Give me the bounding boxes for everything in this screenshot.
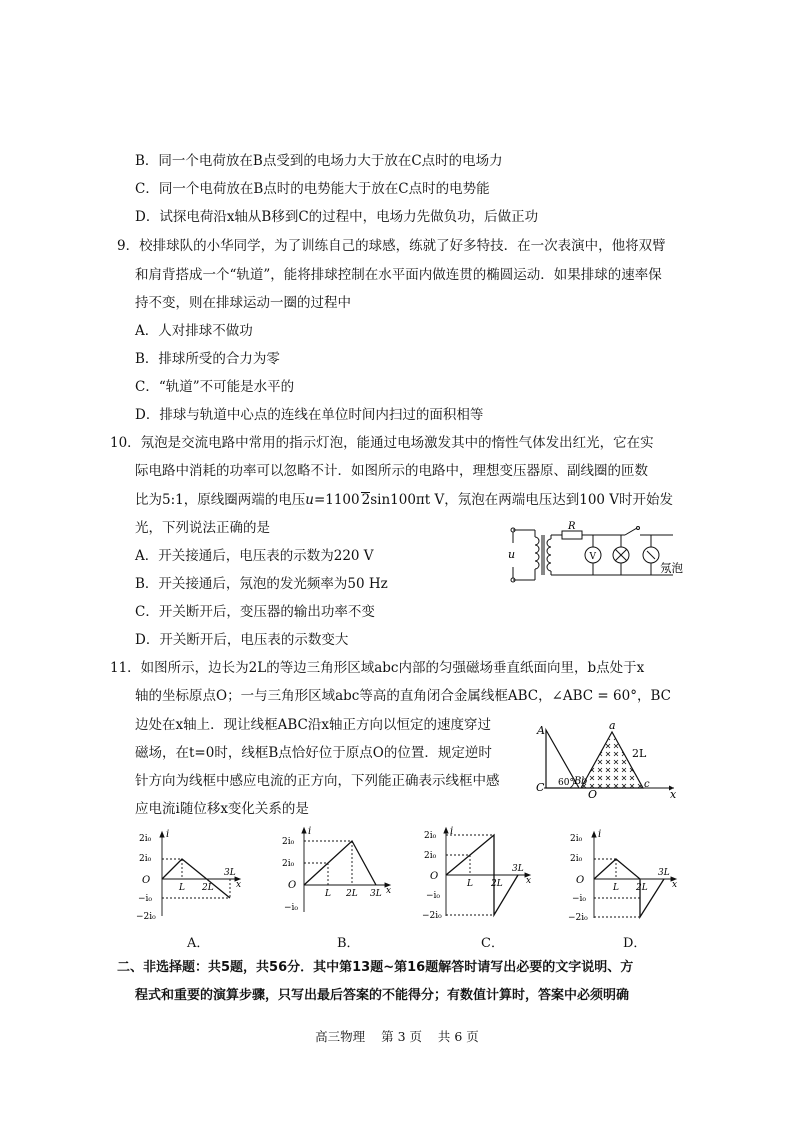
- primary-coil: [535, 537, 539, 569]
- switch: [625, 528, 637, 535]
- graph-b-L: L: [325, 889, 331, 899]
- graph-option-b-label: B．: [337, 936, 360, 951]
- graph-a-i0: 2i₀: [139, 854, 152, 864]
- label-2L: 2L: [632, 747, 647, 760]
- q10-option-c: C．开关断开后，变压器的输出功率不变: [135, 604, 375, 620]
- footer-page: 第 3 页: [381, 1029, 422, 1044]
- label-c: c: [644, 779, 650, 790]
- graph-option-a-label: A．: [187, 936, 210, 951]
- q10-stem-line1: 10．氖泡是交流电路中常用的指示灯泡，能通过电场激发其中的惰性气体发出红光，它在实: [110, 435, 654, 451]
- q9-stem-line1: 9．校排球队的小华同学，为了训练自己的球感，练就了好多特技．在一次表演中，他将双臂: [117, 238, 666, 254]
- label-b: b: [581, 776, 588, 787]
- graph-b-x-label: x: [386, 886, 392, 896]
- label-A: A: [537, 724, 545, 737]
- graph-a-i-label: i: [166, 829, 170, 840]
- q10-circuit-diagram: [505, 521, 690, 585]
- graph-a-3L: 3L: [224, 868, 236, 878]
- formula-sqrt: 2: [361, 492, 371, 508]
- circuit-label-u: u: [508, 548, 516, 561]
- label-B: B: [574, 776, 582, 787]
- graph-b-2L: 2L: [346, 889, 358, 899]
- label-a: a: [609, 719, 616, 732]
- graph-c-origin: O: [430, 871, 439, 882]
- formula-rest: sin100πt V，氖泡在两端电压达到100 V时开始发: [370, 492, 674, 508]
- q11-stem-line5: 针方向为线框中感应电流的正方向，下列能正确表示线框中感: [135, 773, 500, 789]
- graph-d-neg-2i0: −2i₀: [568, 913, 588, 923]
- graph-option-d: [568, 828, 680, 922]
- q11-stem-line4: 磁场，在t=0时，线框B点恰好位于原点O的位置．规定逆时: [135, 745, 492, 761]
- label-O: O: [588, 788, 598, 801]
- graph-a-x-label: x: [236, 880, 242, 890]
- label-angle: 60°: [558, 778, 574, 788]
- q10-stem-line2: 际电路中消耗的功率可以忽略不计．如图所示的电路中，理想变压器原、副线圈的匝数: [135, 463, 648, 479]
- graph-b-2i0: 2i₀: [282, 837, 295, 847]
- q10-option-b: B．开关接通后，氖泡的发光频率为50 Hz: [135, 576, 388, 592]
- graph-d-origin: O: [576, 875, 585, 886]
- section2-line2: 程式和重要的演算步骤，只写出最后答案的不能得分；有数值计算时，答案中必须明确: [135, 988, 630, 1003]
- graph-c-neg-i0: −i₀: [426, 891, 441, 901]
- label-x: x: [670, 788, 677, 801]
- q11-stem-line2: 轴的坐标原点O；一与三角形区域abc等高的直角闭合金属线框ABC，∠ABC = 60°，BC: [135, 688, 671, 704]
- q10-stem-line3-text: 比为5:1，原线圈两端的电压: [135, 492, 306, 508]
- q10-option-d: D．开关断开后，电压表的示数变大: [135, 632, 349, 648]
- graph-d-i0: 2i₀: [570, 854, 583, 864]
- graph-option-a: [138, 828, 246, 920]
- graph-d-2L: 2L: [636, 883, 648, 893]
- graph-d-x-label: x: [672, 880, 678, 890]
- formula-eq: =1100: [313, 492, 360, 508]
- footer-total: 共 6 页: [437, 1029, 479, 1044]
- graph-c-L: L: [467, 879, 473, 889]
- graph-d-3L: 3L: [658, 868, 670, 878]
- graph-option-c: [424, 824, 536, 920]
- q11-stem-line1: 11．如图所示，边长为2L的等边三角形区域abc内部的匀强磁场垂直纸面向里，b点处于x: [110, 660, 645, 676]
- circuit-label-neon: 氖泡: [660, 561, 683, 575]
- q10-stem-line3: [135, 491, 673, 509]
- graph-b-i0: 2i₀: [282, 859, 295, 869]
- q10-stem-line4: 光，下列说法正确的是: [135, 520, 270, 536]
- graph-option-c-label: C．: [481, 936, 504, 951]
- graph-b-neg-i0: −i₀: [284, 903, 299, 913]
- graph-a-2L: 2L: [202, 883, 214, 893]
- graph-option-b: [282, 824, 396, 916]
- circuit-label-r: R: [568, 521, 576, 532]
- graph-option-d-label: D．: [623, 936, 647, 951]
- magnetic-field-triangle: [581, 732, 643, 788]
- graph-a-neg-2i0: −2i₀: [136, 912, 156, 922]
- graph-a-neg-i0: −i₀: [138, 894, 153, 904]
- q9-stem-line3: 持不变，则在排球运动一圈的过程中: [135, 295, 351, 311]
- resistor: [562, 531, 582, 539]
- q9-stem-line2: 和肩背搭成一个“轨道”，能将排球控制在水平面内做连贯的椭圆运动．如果排球的速率保: [135, 267, 662, 283]
- secondary-coil: [547, 539, 551, 571]
- q9-option-a: A．人对排球不做功: [135, 323, 253, 339]
- graph-b-3L: 3L: [370, 889, 382, 899]
- q9-option-d: D．排球与轨道中心点的连线在单位时间内扫过的面积相等: [135, 407, 484, 423]
- page-footer: [0, 1027, 794, 1045]
- label-C: C: [536, 781, 545, 794]
- circuit-label-v: V: [589, 552, 596, 562]
- graph-d-2i0: 2i₀: [570, 834, 583, 844]
- q8-option-b: B．同一个电荷放在B点受到的电场力大于放在C点时的电场力: [135, 153, 503, 169]
- graph-c-2L: 2L: [491, 879, 503, 889]
- graph-a-2i0: 2i₀: [139, 834, 152, 844]
- q10-option-a: A．开关接通后，电压表的示数为220 V: [135, 548, 374, 564]
- graph-c-neg-2i0: −2i₀: [422, 911, 442, 921]
- graph-b-i-label: i: [308, 826, 312, 837]
- footer-subject: 高三物理: [315, 1029, 366, 1044]
- q11-field-figure: [532, 718, 680, 802]
- graph-a-L: L: [179, 883, 185, 893]
- q8-option-d: D．试探电荷沿x轴从B移到C的过程中，电场力先做负功，后做正功: [135, 209, 539, 225]
- graph-c-x-label: x: [526, 876, 532, 886]
- graph-a-origin: O: [142, 875, 151, 886]
- graph-d-L: L: [613, 883, 619, 893]
- q11-stem-line6: 应电流i随位移x变化关系的是: [135, 801, 309, 817]
- graph-d-i-label: i: [598, 829, 602, 840]
- graph-c-i-label: i: [450, 826, 454, 837]
- section2-line1: 二、非选择题：共5题，共56分．其中第13题~第16题解答时请写出必要的文字说明、方: [117, 960, 634, 975]
- q9-option-b: B．排球所受的合力为零: [135, 351, 280, 367]
- q9-option-c: C．“轨道”不可能是水平的: [135, 379, 295, 395]
- graph-c-2i0: 2i₀: [424, 831, 437, 841]
- formula-u: u: [305, 492, 314, 508]
- q8-option-c: C．同一个电荷放在B点时的电势能大于放在C点时的电势能: [135, 181, 490, 197]
- graph-c-3L: 3L: [512, 864, 524, 874]
- q11-stem-line3: 边处在x轴上．现让线框ABC沿x轴正方向以恒定的速度穿过: [135, 717, 491, 733]
- graph-d-neg-i0: −i₀: [572, 894, 587, 904]
- graph-b-origin: O: [288, 880, 297, 891]
- graph-c-i0: 2i₀: [424, 851, 437, 861]
